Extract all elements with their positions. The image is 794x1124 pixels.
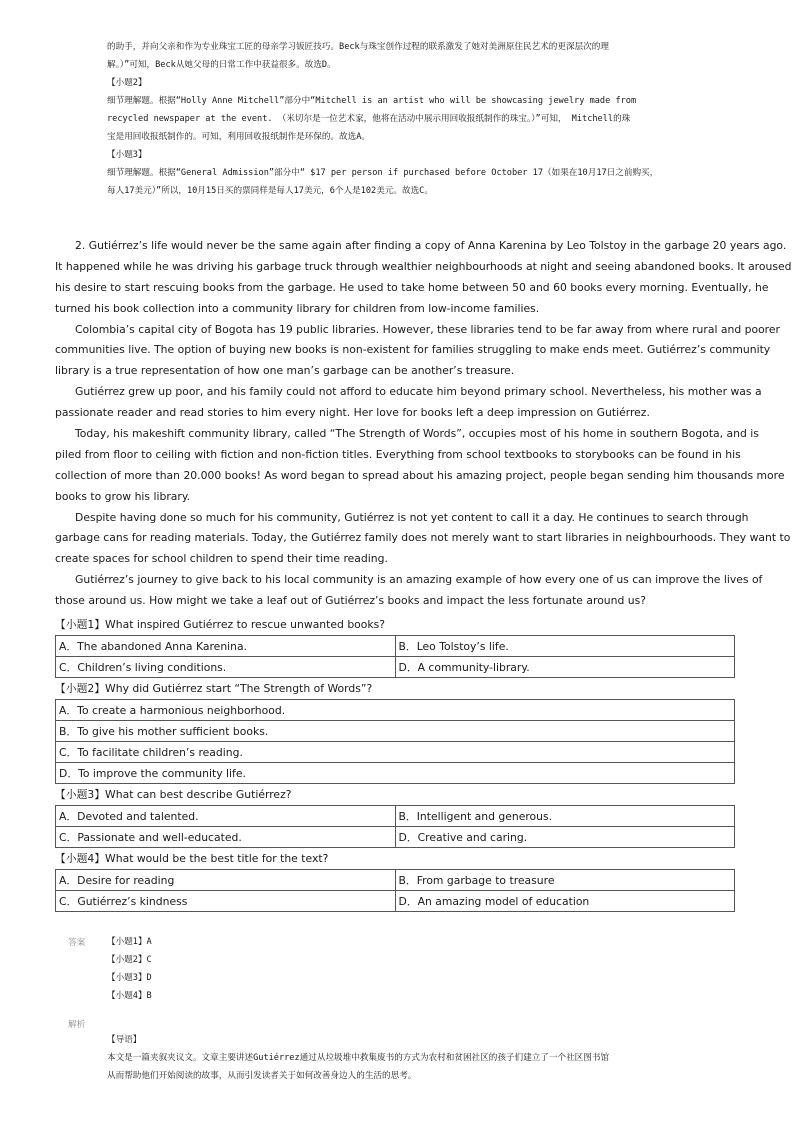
options-table xyxy=(55,805,735,848)
passage-line: It happened while he was driving his garbage truck through wealthier neighbourhoods at night and seeing abandoned books. It aroused xyxy=(55,259,792,273)
options-table xyxy=(55,699,735,784)
passage-line: Gutiérrez’s journey to give back to his local community is an amazing example of how every one of us can improve the lives of xyxy=(75,573,763,587)
answer-option[interactable]: D．To improve the community life. xyxy=(56,763,735,784)
answer-option[interactable]: C．Children’s living conditions. xyxy=(56,657,396,678)
passage-line: Gutiérrez grew up poor, and his family could not afford to educate him beyond primary school. Nevertheless, his mother was a xyxy=(75,385,762,399)
passage-line: Colombia’s capital city of Bogota has 19 public libraries. However, these libraries tend to be far away from where rural and poorer xyxy=(75,322,780,336)
options-table xyxy=(55,869,735,912)
question-title: 【小题4】What would be the best title for the text? xyxy=(55,852,329,865)
answer-option[interactable]: A．Devoted and talented. xyxy=(56,806,396,827)
question-title: 【小题1】What inspired Gutiérrez to rescue unwanted books? xyxy=(55,618,385,631)
explanation-line: 细节理解题。根据“General Admission”部分中“ $17 per person if purchased before October 17（如果在10月17日之前购买， xyxy=(107,168,659,178)
analysis-line: 从而帮助他们开始阅读的故事，从而引发读者关于如何改善身边人的生活的思考。 xyxy=(107,1071,417,1081)
passage-line: collection of more than 20.000 books! As word began to spread about his amazing project, people began sending him thousands more xyxy=(55,468,785,482)
reading-passage xyxy=(55,236,792,612)
passage-line: communities live. The option of buying new books is non-existent for families struggling to make ends meet. Gutiérrez’s community xyxy=(55,343,771,357)
analysis-label: 解析 xyxy=(68,1020,86,1030)
question-title: 【小题3】What can best describe Gutiérrez? xyxy=(55,788,292,801)
answer-option[interactable]: D．An amazing model of education xyxy=(395,891,735,912)
passage-line: books to grow his library. xyxy=(55,489,191,503)
answer-option[interactable]: B．Leo Tolstoy’s life. xyxy=(395,636,735,657)
analysis-line: 本文是一篇夹叙夹议文。文章主要讲述Gutiérrez通过从垃圾堆中救集废书的方式为农村和贫困社区的孩子们建立了一个社区图书馆 xyxy=(107,1053,610,1063)
explanation-line: 细节理解题。根据“Holly Anne Mitchell”部分中“Mitchell is an artist who will be showcasing jewelry made from xyxy=(107,96,637,106)
answer-option[interactable]: A．To create a harmonious neighborhood. xyxy=(56,700,735,721)
answer-item: 【小题2】C xyxy=(107,955,152,965)
explanation-line: 【小题3】 xyxy=(107,150,147,160)
answer-item: 【小题4】B xyxy=(107,991,152,1001)
answer-option[interactable]: C．To facilitate children’s reading. xyxy=(56,742,735,763)
question-section xyxy=(55,614,737,912)
passage-line: those around us. How might we take a leaf out of Gutiérrez’s books and impact the less fortunate around us? xyxy=(55,594,646,608)
answer-item: 【小题1】A xyxy=(107,937,152,947)
passage-line: 2. Gutiérrez’s life would never be the same again after finding a copy of Anna Karenina by Leo Tolstoy in the garbage 20 years ago. xyxy=(75,239,787,252)
answer-option[interactable]: C．Gutiérrez’s kindness xyxy=(56,891,396,912)
passage-line: create spaces for school children to spend their time reading. xyxy=(55,552,388,566)
passage-line: Despite having done so much for his community, Gutiérrez is not yet content to call it a day. He continues to search through xyxy=(75,510,749,524)
passage-line: library is a true representation of how one man’s garbage can be another’s treasure. xyxy=(55,364,515,378)
explanation-line: 【小题2】 xyxy=(107,78,147,88)
answer-label: 答案 xyxy=(68,938,86,948)
passage-line: Today, his makeshift community library, called “The Strength of Words”, occupies most of his home in southern Bogota, and is xyxy=(75,427,759,441)
answer-option[interactable]: A．The abandoned Anna Karenina. xyxy=(56,636,396,657)
explanation-line: 每人17美元）”所以，10月15日买的票同样是每人17美元，6个人是102美元。故选C。 xyxy=(107,186,433,196)
analysis-line: 【导语】 xyxy=(107,1035,142,1045)
passage-line: turned his book collection into a community library for children from low-income families. xyxy=(55,301,540,315)
explanation-line: recycled newspaper at the event. （米切尔是一位艺术家，他将在活动中展示用回收报纸制作的珠宝。）”可知， Mitchell的珠 xyxy=(107,114,631,124)
passage-line: his desire to start rescuing books from the garbage. He used to take home between 50 and 60 books every morning. Eventually, he xyxy=(55,280,769,294)
answer-item: 【小题3】D xyxy=(107,973,152,983)
explanation-line: 宝是用回收报纸制作的。可知，利用回收报纸制作是环保的。故选A。 xyxy=(107,132,370,142)
answer-option[interactable]: B．From garbage to treasure xyxy=(395,870,735,891)
explanation-line: 的助手，并向父亲和作为专业珠宝工匠的母亲学习钣匠技巧。Beck与珠宝创作过程的联系激发了她对美洲原住民艺术的更深层次的理 xyxy=(107,42,609,52)
analysis-text xyxy=(107,1031,747,1085)
answer-option[interactable]: D．Creative and caring. xyxy=(395,827,735,848)
previous-explanation xyxy=(107,38,737,200)
question-title: 【小题2】Why did Gutiérrez start “The Strength of Words”? xyxy=(55,682,373,695)
answer-list xyxy=(107,933,152,1005)
answer-option[interactable]: A．Desire for reading xyxy=(56,870,396,891)
answer-option[interactable]: C．Passionate and well-educated. xyxy=(56,827,396,848)
answer-option[interactable]: B．To give his mother sufficient books. xyxy=(56,721,735,742)
explanation-line: 解。）”可知，Beck从她父母的日常工作中获益很多。故选D。 xyxy=(107,60,336,70)
passage-line: passionate reader and read stories to him every night. Her love for books left a deep impression on Gutiérrez. xyxy=(55,406,650,420)
passage-line: garbage cans for reading materials. Today, the Gutiérrez family does not merely want to start libraries in neighbourhoods. They want to xyxy=(55,531,791,545)
passage-line: piled from floor to ceiling with fiction and non-fiction titles. Everything from school textbooks to storybooks can be found in his xyxy=(55,447,741,461)
answer-option[interactable]: D．A community-library. xyxy=(395,657,735,678)
options-table xyxy=(55,635,735,678)
answer-option[interactable]: B．Intelligent and generous. xyxy=(395,806,735,827)
